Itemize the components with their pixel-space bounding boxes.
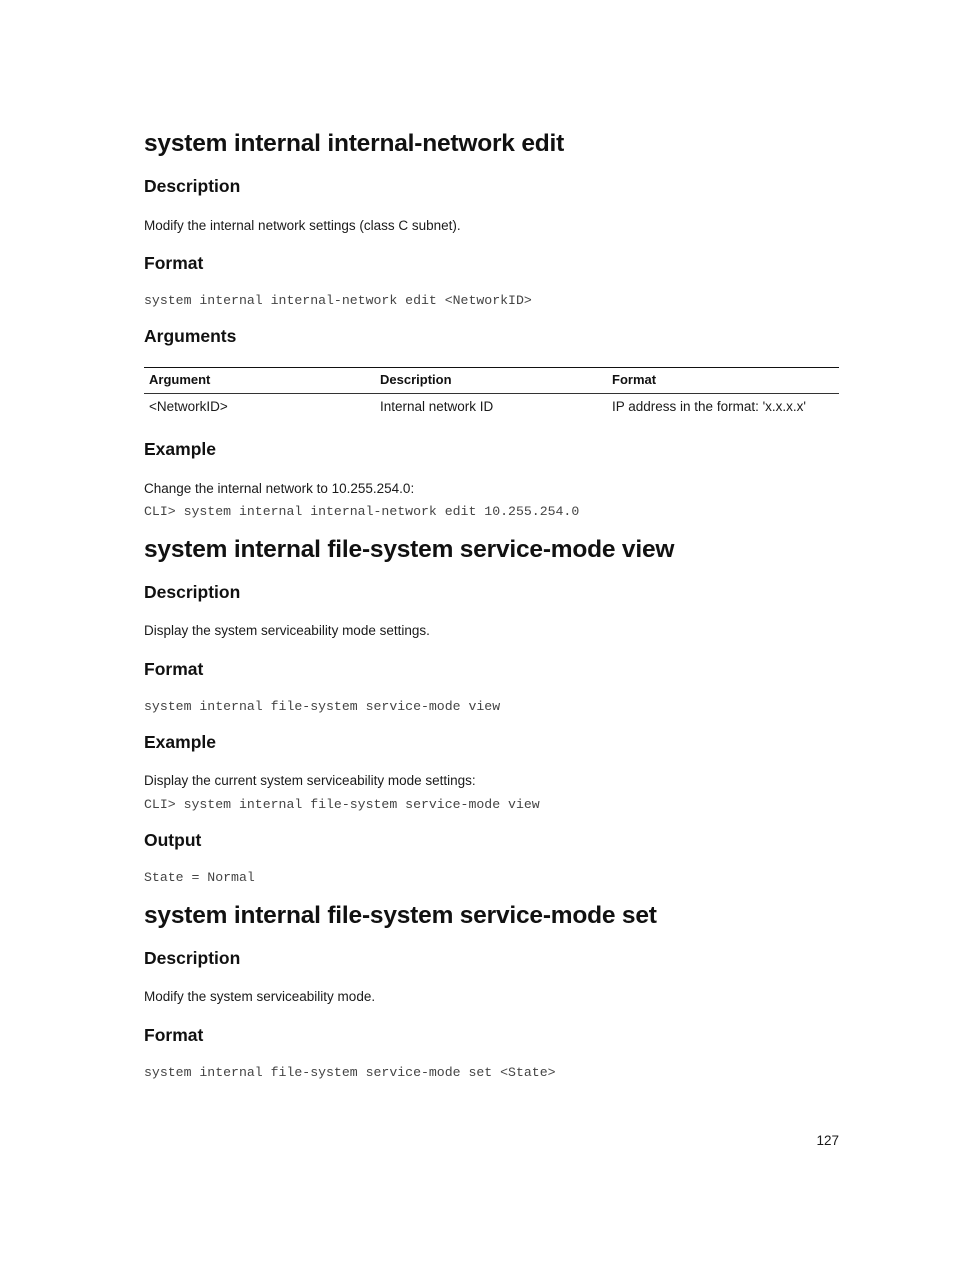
table-cell-description: Internal network ID (380, 399, 494, 414)
table-header-description: Description (380, 372, 452, 387)
example-heading: Example (144, 439, 216, 459)
table-header-format: Format (612, 372, 657, 387)
description-heading: Description (144, 582, 241, 602)
document-page (144, 0, 839, 1268)
output-code: State = Normal (144, 870, 255, 885)
format-code: system internal internal-network edit <NetworkID> (144, 293, 532, 308)
format-heading: Format (144, 659, 204, 679)
table-top-rule (144, 367, 839, 368)
example-heading: Example (144, 732, 216, 752)
format-heading: Format (144, 253, 204, 273)
section-title-service-mode-view: system internal file-system service-mode view (144, 536, 675, 563)
table-cell-format: IP address in the format: 'x.x.x.x' (612, 399, 806, 414)
table-cell-argument: <NetworkID> (149, 399, 228, 414)
example-code: CLI> system internal internal-network edit 10.255.254.0 (144, 504, 580, 519)
description-text: Modify the internal network settings (class C subnet). (144, 218, 461, 233)
table-header-rule (144, 393, 839, 394)
section-title-internal-network-edit: system internal internal-network edit (144, 130, 565, 157)
example-text: Change the internal network to 10.255.254.0: (144, 481, 415, 496)
description-heading: Description (144, 176, 241, 196)
description-heading: Description (144, 948, 241, 968)
description-text: Display the system serviceability mode settings. (144, 623, 430, 638)
page-number: 127 (816, 1133, 839, 1148)
table-header-argument: Argument (149, 372, 211, 387)
output-heading: Output (144, 830, 202, 850)
format-code: system internal file-system service-mode view (144, 699, 501, 714)
format-heading: Format (144, 1025, 204, 1045)
example-text: Display the current system serviceability mode settings: (144, 773, 476, 788)
example-code: CLI> system internal file-system service-mode view (144, 797, 540, 812)
format-code: system internal file-system service-mode set <State> (144, 1065, 556, 1080)
arguments-heading: Arguments (144, 326, 237, 346)
section-title-service-mode-set: system internal file-system service-mode set (144, 902, 657, 929)
description-text: Modify the system serviceability mode. (144, 989, 376, 1004)
